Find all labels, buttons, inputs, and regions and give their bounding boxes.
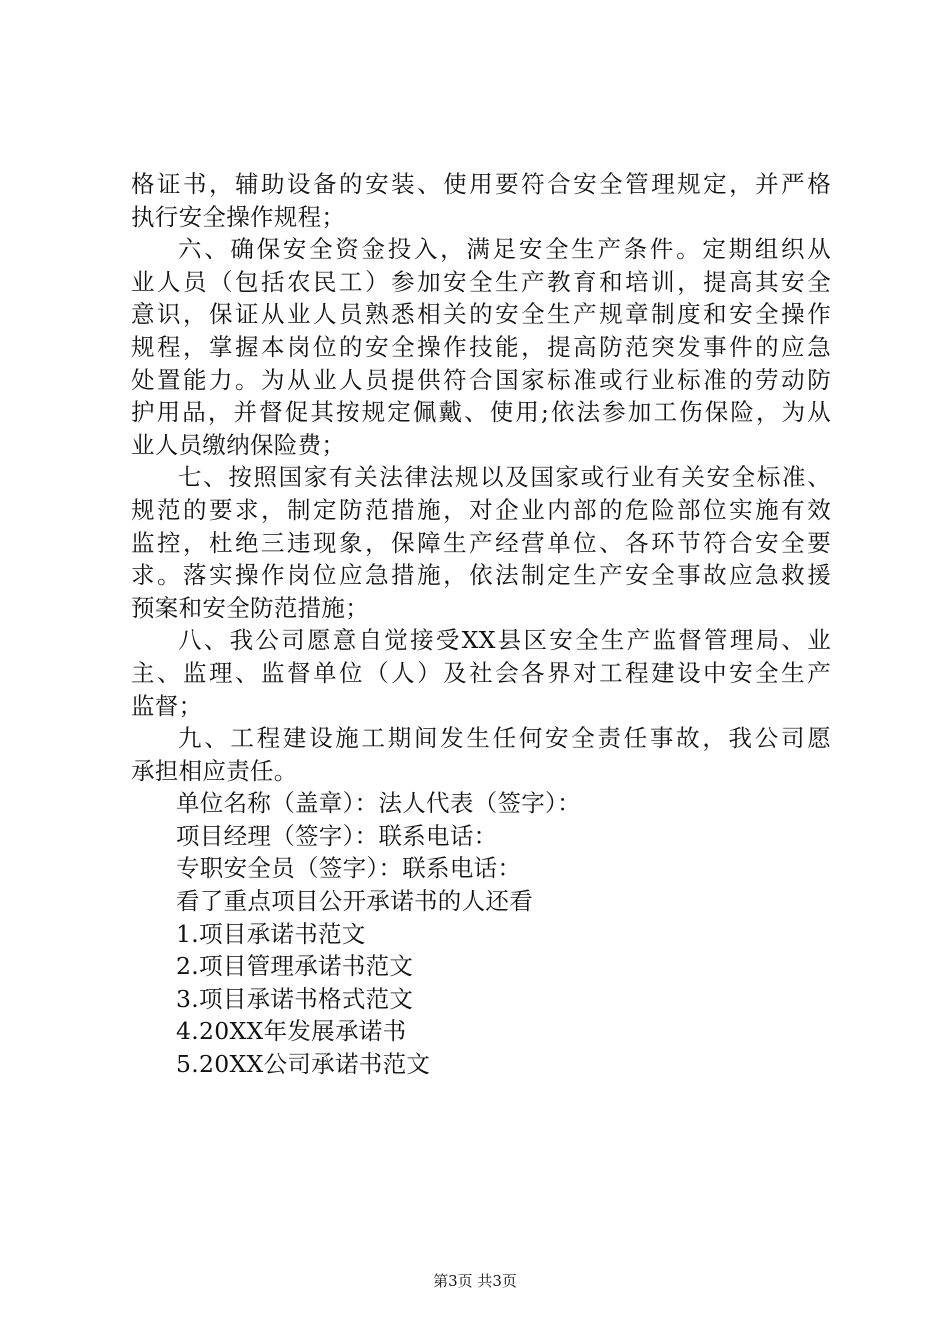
- body-line: 监督；: [131, 691, 203, 720]
- paragraph-six-start: 六、确保安全资金投入，满足安全生产条件。定期组织从: [178, 235, 831, 264]
- related-link[interactable]: 1.项目承诺书范文: [176, 919, 366, 948]
- body-line: 执行安全操作规程；: [131, 202, 346, 231]
- body-line: 业人员缴纳保险费；: [131, 430, 346, 459]
- paragraph-seven-start: 七、按照国家有关法律法规以及国家或行业有关安全标准、: [178, 463, 831, 492]
- body-line: 处置能力。为从业人员提供符合国家标准或行业标准的劳动防: [131, 365, 831, 394]
- related-link[interactable]: 5.20XX公司承诺书范文: [176, 1050, 431, 1079]
- related-link[interactable]: 2.项目管理承诺书范文: [176, 952, 414, 981]
- body-line: 格证书，辅助设备的安装、使用要符合安全管理规定，并严格: [131, 170, 831, 198]
- paragraph-eight-start: 八、我公司愿意自觉接受XX县区安全生产监督管理局、业: [178, 626, 831, 655]
- body-line: 监控，杜绝三违现象，保障生产经营单位、各环节符合安全要: [131, 528, 831, 557]
- paragraph-nine-start: 九、工程建设施工期间发生任何安全责任事故，我公司愿: [178, 724, 831, 753]
- signature-unit-line: 单位名称（盖章）：法人代表（签字）：: [176, 789, 581, 818]
- body-line: 护用品，并督促其按规定佩戴、使用;依法参加工伤保险，为从: [131, 398, 831, 427]
- body-line: 规范的要求，制定防范措施，对企业内部的危险部位实施有效: [131, 495, 831, 524]
- related-link[interactable]: 3.项目承诺书格式范文: [176, 984, 414, 1013]
- body-line: 规程，掌握本岗位的安全操作技能，提高防范突发事件的应急: [131, 332, 831, 361]
- body-line: 业人员（包括农民工）参加安全生产教育和培训，提高其安全: [131, 267, 831, 296]
- related-link[interactable]: 4.20XX年发展承诺书: [176, 1017, 407, 1046]
- signature-manager-line: 项目经理（签字）：联系电话：: [176, 821, 498, 850]
- body-line: 预案和安全防范措施；: [131, 593, 369, 622]
- body-line: 主、监理、监督单位（人）及社会各界对工程建设中安全生产: [131, 658, 831, 687]
- document-body: [131, 168, 831, 1081]
- related-heading: 看了重点项目公开承诺书的人还看: [176, 887, 533, 916]
- signature-safety-officer-line: 专职安全员（签字）：联系电话：: [176, 854, 522, 883]
- body-line: 承担相应责任。: [131, 756, 298, 785]
- body-line: 意识，保证从业人员熟悉相关的安全生产规章制度和安全操作: [131, 300, 831, 329]
- body-line: 求。落实操作岗位应急措施，依法制定生产安全事故应急救援: [131, 561, 831, 590]
- page-number-footer: 第3页 共3页: [433, 1272, 517, 1290]
